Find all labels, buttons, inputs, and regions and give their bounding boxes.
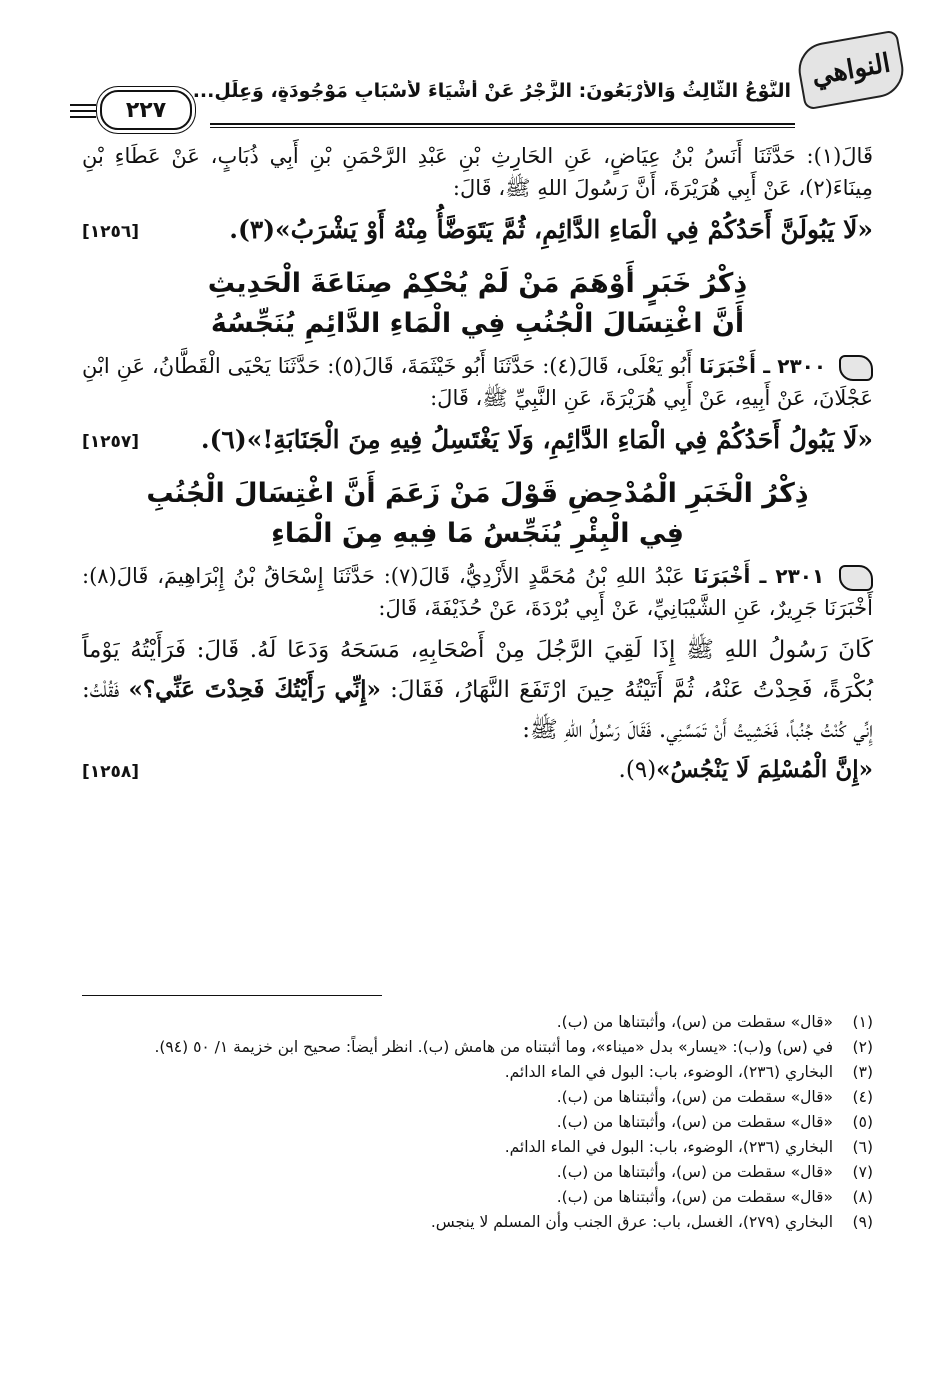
decorative-bars [70, 104, 96, 122]
hadith-number: ٢٣٠١ ـ أَخْبَرَنَا [693, 564, 825, 588]
isnad-paragraph [82, 560, 873, 624]
footnote-separator [82, 995, 382, 996]
story-text: كَانَ رَسُولُ اللهِ ﷺ إِذَا لَقِيَ الرَّجُلَ مِنْ أَصْحَابِهِ، مَسَحَهُ وَدَعَا لَهُ. قَالَ: فَرَأَيْتُهُ يَوْماً بُكْرَةً، فَحِدْتُ عَنْهُ، ثُمَّ أَتَيْتُهُ حِينَ ارْتَفَعَ النَّهَارُ، فَقَالَ: [82, 637, 873, 703]
hadith-text [82, 210, 873, 250]
footnote-number: (٧) [852, 1163, 873, 1181]
footnote [82, 1185, 873, 1210]
hadith-marker-icon [839, 355, 873, 381]
footnote [82, 1060, 873, 1085]
isnad-text: أَبُو يَعْلَى، قَالَ(٤): حَدَّثَنَا أَبُو خَيْثَمَةَ، قَالَ(٥): حَدَّثَنَا يَحْيَى الْقَطَّانُ، عَنِ ابْنِ عَجْلَانَ، عَنْ أَبِيهِ، عَنْ أَبِي هُرَيْرَةَ، عَنِ النَّبِيِّ ﷺ، قَالَ: [82, 354, 873, 410]
isnad-paragraph [82, 350, 873, 414]
footnote-mark: (٩). [618, 757, 657, 783]
chapter-heading-line: فِي الْبِئْرِ يُنَجِّسُ مَا فِيهِ مِنَ الْمَاءِ [271, 518, 684, 549]
page-header [80, 38, 903, 133]
footnote [82, 1160, 873, 1185]
chapter-heading-line: ذِكْرُ الْخَبَرِ الْمُدْحِضِ قَوْلَ مَنْ زَعَمَ أَنَّ اغْتِسَالَ الْجُنُبِ [146, 478, 809, 509]
footnote-number: (٨) [852, 1188, 873, 1206]
footnote [82, 1035, 873, 1060]
footnote-text: «قال» سقطت من (س)، وأثبتناها من (ب). [556, 1088, 833, 1106]
hadith-matn: «لَا يَبُولَنَّ أَحَدُكُمْ فِي الْمَاءِ الدَّائِمِ، ثُمَّ يَتَوَضَّأُ مِنْهُ أَوْ يَشْرَبُ»(٣). [229, 215, 873, 244]
page-number: ٢٢٧ [100, 90, 192, 130]
footnote-text: في (س) و(ب): «يسار» بدل «ميناء»، وما أثبتناه من هامش (ب). انظر أيضاً: صحيح ابن خزيمة ١/ ٥٠ (٩٤). [154, 1038, 833, 1056]
footnote-number: (٣) [852, 1063, 873, 1081]
footnote-text: البخاري (٢٣٦)، الوضوء، باب: البول في الماء الدائم. [504, 1138, 833, 1156]
footnote [82, 1110, 873, 1135]
header-rule-thin [210, 127, 795, 128]
hadith-reference: [١٢٥٦] [82, 222, 140, 242]
hadith-final-line [82, 750, 873, 790]
main-text [82, 140, 873, 790]
hadith-reference: [١٢٥٧] [82, 432, 140, 452]
story-text: فَقُلْتُ: إِنِّي كُنْتُ جُنُباً، فَخَشِيتُ أَنْ تَمَسَّنِي. فَقَالَ رَسُولُ اللهِ ﷺ: [82, 677, 873, 743]
chapter-heading-line: ذِكْرُ خَبَرٍ أَوْهَمَ مَنْ لَمْ يُحْكِمْ صِنَاعَةَ الْحَدِيثِ [207, 268, 748, 299]
isnad-text: عَبْدُ اللهِ بْنُ مُحَمَّدٍ الأَزْدِيُّ، قَالَ(٧): حَدَّثَنَا إِسْحَاقُ بْنُ إِبْرَاهِيمَ، قَالَ(٨): أَخْبَرَنَا جَرِيرٌ، عَنِ الشَّيْبَانِيِّ، عَنْ أَبِي بُرْدَةَ، عَنْ حُذَيْفَةَ، قَالَ: [82, 564, 873, 620]
footnote-number: (٦) [852, 1138, 873, 1156]
chapter-heading [82, 474, 873, 554]
footnote-number: (١) [852, 1013, 873, 1031]
isnad-paragraph: قَالَ(١): حَدَّثَنَا أَنَسُ بْنُ عِيَاضٍ، عَنِ الحَارِثِ بْنِ عَبْدِ الرَّحْمَنِ بْنِ أَبِي ذُبَابٍ، عَنْ عَطَاءِ بْنِ مِينَاءَ(٢)، عَنْ أَبِي هُرَيْرَةَ، أَنَّ رَسُولَ اللهِ ﷺ، قَالَ: [82, 144, 873, 200]
footnote-number: (٢) [852, 1038, 873, 1056]
hadith-reference: [١٢٥٨] [82, 762, 140, 782]
footnote-text: البخاري (٢٧٩)، الغسل، باب: عرق الجنب وأن المسلم لا ينجس. [430, 1213, 833, 1231]
footnote [82, 1210, 873, 1235]
hadith-number: ٢٣٠٠ ـ أَخْبَرَنَا [699, 354, 827, 378]
hadith-text [82, 420, 873, 460]
footnote [82, 1135, 873, 1160]
hadith-marker-icon [839, 565, 873, 591]
book-section-badge: النواهي [794, 29, 908, 110]
footnote-text: «قال» سقطت من (س)، وأثبتناها من (ب). [556, 1113, 833, 1131]
footnote-text: البخاري (٢٣٦)، الوضوء، باب: البول في الماء الدائم. [504, 1063, 833, 1081]
chapter-heading [82, 264, 873, 344]
footnote-text: «قال» سقطت من (س)، وأثبتناها من (ب). [556, 1188, 833, 1206]
hadith-story [82, 630, 873, 750]
footnote-text: «قال» سقطت من (س)، وأثبتناها من (ب). [556, 1013, 833, 1031]
running-title: النَّوْعُ الثَّالِثُ وَالأَرْبَعُونَ: الزَّجْرُ عَنْ أَشْيَاءَ لأَسْبَابٍ مَوْجُودَةٍ، وَعِلَلٍ... [192, 80, 791, 102]
footnote [82, 1010, 873, 1035]
chapter-heading-line: أَنَّ اغْتِسَالَ الْجُنُبِ فِي الْمَاءِ الدَّائِمِ يُنَجِّسُهُ [210, 308, 745, 339]
footnote-number: (٥) [852, 1113, 873, 1131]
header-rule [210, 123, 795, 125]
footnotes [82, 1010, 873, 1235]
footnote-text: «قال» سقطت من (س)، وأثبتناها من (ب). [556, 1163, 833, 1181]
story-quote: «إِنَّ الْمُسْلِمَ لَا يَنْجُسُ» [656, 756, 873, 783]
footnote-number: (٤) [852, 1088, 873, 1106]
story-quote: «إِنِّي رَأَيْتُكَ فَحِدْتَ عَنِّي؟» [128, 676, 381, 703]
footnote-number: (٩) [852, 1213, 873, 1231]
footnote [82, 1085, 873, 1110]
hadith-matn: «لَا يَبُولُ أَحَدُكُمْ فِي الْمَاءِ الدَّائِمِ، وَلَا يَغْتَسِلُ فِيهِ مِنَ الْجَنَابَةِ!»(٦). [200, 425, 873, 454]
